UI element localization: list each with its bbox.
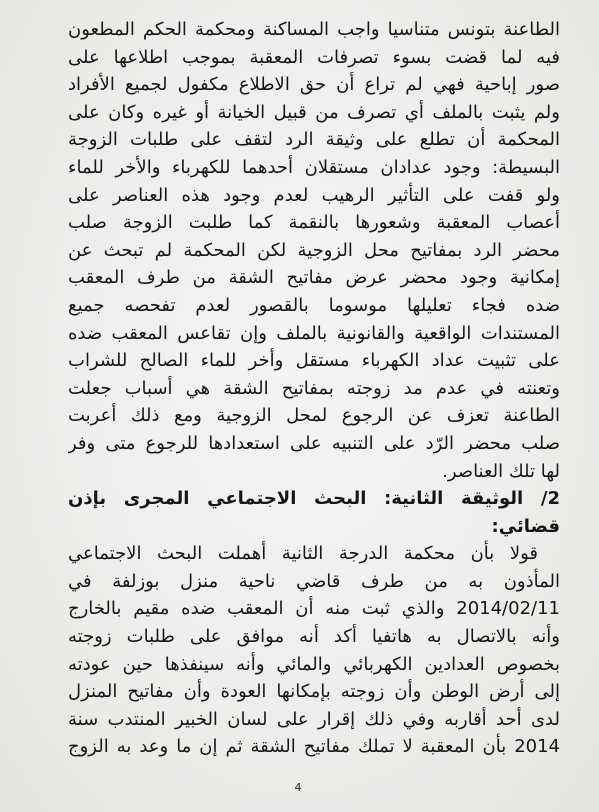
text-line: ولم يثبت بالملف أي تصرف من قبيل الخيانة أو غيره وكان على (68, 101, 560, 123)
text-line: صلب محضر الرّد على التنبيه على استعدادها للرجوع متى وفر (68, 432, 560, 454)
text-line: المستندات الواقعية والقانونية بالملف وإن تقاعس المعقب ضده (68, 322, 560, 344)
text-line: أعصاب المعقبة وشعورها بالنقمة كما طلبت الزوجة صلب (68, 212, 560, 234)
section-heading-line: 2/ الوثيقة الثانية: البحث الاجتماعي المجرى بإذن (68, 488, 560, 510)
text-line: البسيطة: وجود عدادان مستقلان أحدهما للكهرباء والأخر للماء (68, 156, 560, 178)
text-line: ضده فجاء تعليلها موسوما بالقصور لعدم تفحصه جميع (68, 294, 560, 316)
text-line: 2014/02/11 والذي ثبت منه أن المعقب ضده مقيم بالخارج (68, 598, 560, 620)
paragraph (68, 16, 560, 485)
text-line: فيه لما قضت بسوء تصرفات المعقبة بموجب اطلاعها على (68, 46, 560, 68)
text-line: إلى أرض الوطن وأن زوجته بإمكانها العودة وأن مفاتيح المنزل (68, 681, 560, 703)
paragraph (68, 540, 560, 761)
text-line: إمكانية وجود محضر عرض مفاتيح الشقة من طرف المعقب (68, 267, 560, 289)
text-line: المحكمة أن تطلع على وثيقة الرد لتقف على طلبات الزوجة (68, 129, 560, 151)
text-line: قولا بأن محكمة الدرجة الثانية أهملت البحث الاجتماعي (68, 543, 538, 565)
text-line: المأذون به من طرف قاضي ناحية منزل بوزلفة في (68, 570, 560, 592)
text-line: لدى أحد أقاربه وفي ذلك إقرار على لسان الخبير المنتدب سنة (68, 708, 560, 730)
text-line: 2014 بأن المعقبة لا تملك مفاتيح الشقة ثم إن ما وعد به الزوج (68, 736, 560, 758)
text-line: وتعنته في عدم مد زوجته بمفاتيح الشقة هي أسباب جعلت (68, 377, 560, 399)
text-line: على تثبيت عداد الكهرباء مستقل وأخر للماء الصالح للشراب (68, 350, 560, 372)
section-heading-line: قضائي: (491, 515, 560, 537)
page-number: 4 (294, 781, 302, 794)
text-line: لها تلك العناصر. (442, 460, 560, 482)
text-line: صور إباحية فهي لم تراع أن حق الاطلاع مكفول لجميع الأفراد (68, 74, 560, 96)
text-line: ولو قفت على التأثير الرهيب لعدم وجود هذه العناصر على (68, 184, 560, 206)
document-body (68, 16, 560, 761)
text-line: محضر الرد بمفاتيح محل الزوجية لكن المحكمة لم تبحث عن (68, 239, 560, 261)
section-heading (68, 485, 560, 540)
text-line: الطاعنة بتونس متناسيا واجب المساكنة ومحكمة الحكم المطعون (68, 19, 560, 40)
text-line: وأنه بالاتصال به هاتفيا أكد أنه موافق على طلبات زوجته (68, 626, 560, 648)
text-line: بخصوص العدادين الكهربائي والمائي وأنه سينفذها حين عودته (68, 653, 560, 675)
text-line: الطاعنة تعزف عن الرجوع لمحل الزوجية ومع ذلك أعربت (68, 405, 560, 427)
